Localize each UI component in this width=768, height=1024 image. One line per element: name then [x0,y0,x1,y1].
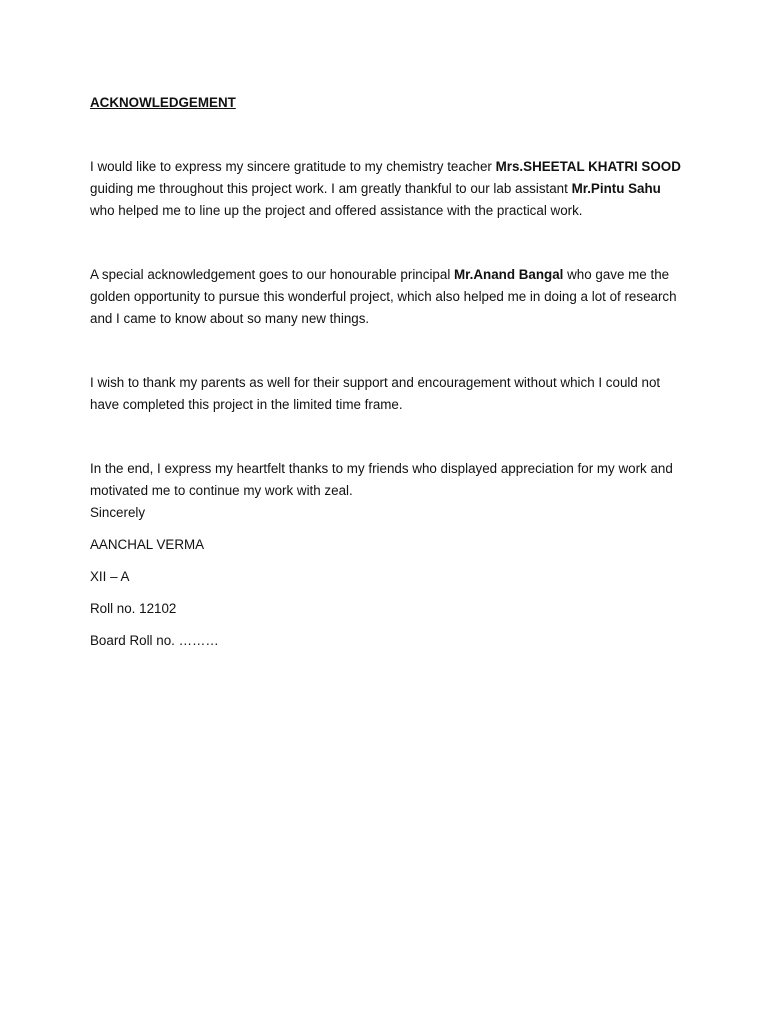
paragraph-principal-text-1: A special acknowledgement goes to our honourable principal [90,267,455,282]
board-roll-number: Board Roll no. ……… [90,633,219,648]
paragraph-teachers-text-1: I would like to express my sincere gratitude to my chemistry teacher [90,159,496,174]
document-heading: ACKNOWLEDGEMENT [90,95,236,110]
paragraph-teachers-text-3: who helped me to line up the project and offered assistance with the practical work. [90,203,583,218]
principal-name: Mr.Anand Bangal [454,267,564,282]
roll-number: Roll no. 12102 [90,601,177,616]
paragraph-friends: In the end, I express my heartfelt thanks to my friends who displayed appreciation for my work and motivated me to continue my work with zeal. [90,461,673,498]
lab-assistant-name: Mr.Pintu Sahu [571,181,661,196]
teacher-name: Mrs.SHEETAL KHATRI SOOD [495,159,681,174]
paragraph-principal [90,264,682,330]
paragraph-principal-text-2: who gave me the golden opportunity to pursue this wonderful project, which also helped me in doing a lot of research and I came to know about so many new things. [90,267,677,326]
paragraph-teachers-text-2: guiding me throughout this project work. I am greatly thankful to our lab assistant [90,181,572,196]
closing-salutation: Sincerely [90,505,146,520]
student-class: XII – A [90,569,130,584]
paragraph-teachers [90,156,682,222]
document-page [90,92,682,652]
paragraph-parents: I wish to thank my parents as well for their support and encouragement without which I could not have completed this project in the limited time frame. [90,375,661,412]
student-name: AANCHAL VERMA [90,537,205,552]
